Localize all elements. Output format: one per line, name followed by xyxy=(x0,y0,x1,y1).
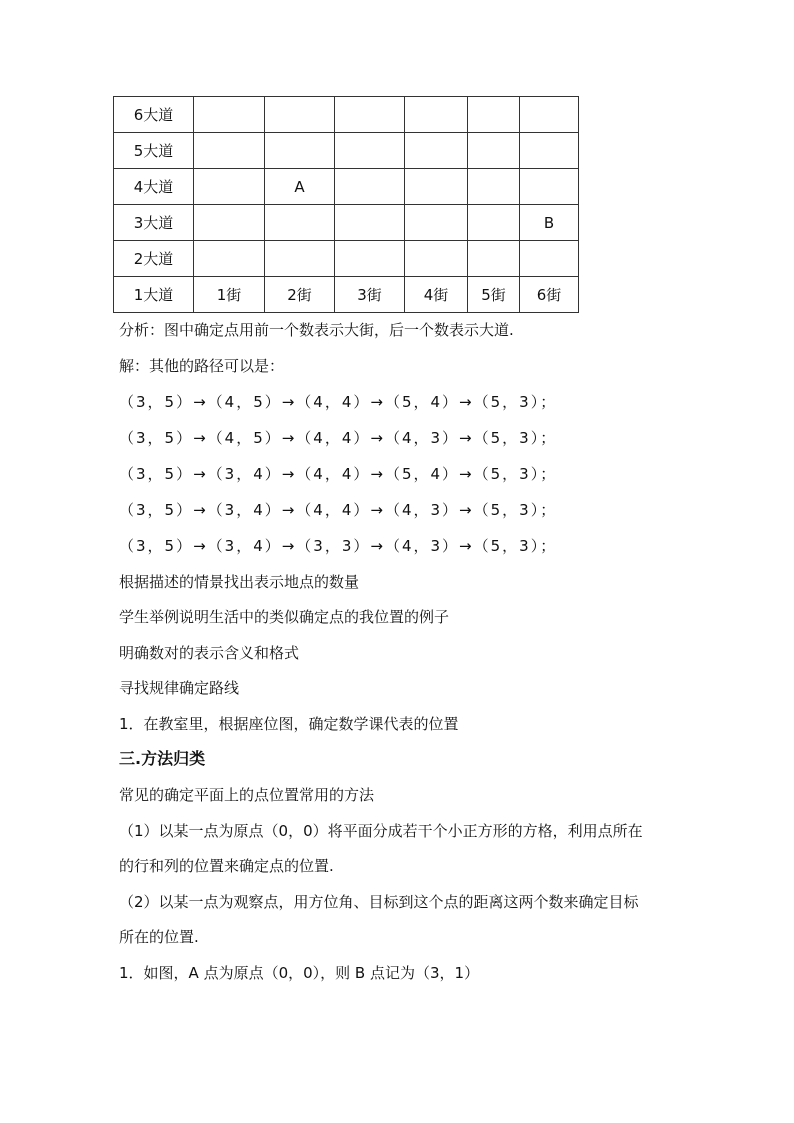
grid-cell xyxy=(468,97,520,133)
solution-text: 解：其他的路径可以是： xyxy=(119,357,285,375)
section-heading: 三.方法归类 xyxy=(119,749,206,768)
grid-cell xyxy=(520,97,579,133)
paragraph: 寻找规律确定路线 xyxy=(119,679,240,697)
avenue-label-cell: 4大道 xyxy=(114,169,194,205)
grid-cell xyxy=(265,133,335,169)
grid-cell: 3街 xyxy=(335,277,405,313)
grid-cell xyxy=(335,241,405,277)
grid-cell xyxy=(194,97,265,133)
grid-cell: 5街 xyxy=(468,277,520,313)
grid-cell xyxy=(194,169,265,205)
grid-cell xyxy=(468,169,520,205)
path-line: （3，5）→（3，4）→（4，4）→（4，3）→（5，3）； xyxy=(119,501,558,519)
grid-cell: 1街 xyxy=(194,277,265,313)
path-line: （3，5）→（3，4）→（4，4）→（5，4）→（5，3）； xyxy=(119,465,558,483)
grid-cell xyxy=(468,205,520,241)
grid-row xyxy=(114,241,579,277)
paragraph: 学生举例说明生活中的类似确定点的我位置的例子 xyxy=(119,608,450,626)
grid-row xyxy=(114,133,579,169)
grid-cell xyxy=(265,97,335,133)
exercise-item: 1．在教室里，根据座位图，确定数学课代表的位置 xyxy=(119,715,459,733)
grid-cell xyxy=(468,133,520,169)
paragraph: 明确数对的表示含义和格式 xyxy=(119,644,300,662)
path-line: （3，5）→（4，5）→（4，4）→（4，3）→（5，3）； xyxy=(119,429,558,447)
grid-cell xyxy=(265,205,335,241)
grid-cell xyxy=(405,205,468,241)
grid-cell: 2街 xyxy=(265,277,335,313)
grid-cell xyxy=(520,241,579,277)
grid-cell xyxy=(468,241,520,277)
grid-cell: A xyxy=(265,169,335,205)
avenue-label-cell: 3大道 xyxy=(114,205,194,241)
method-2-line-1: （2）以某一点为观察点，用方位角、目标到这个点的距离这两个数来确定目标 xyxy=(119,893,639,911)
grid-cell: 6街 xyxy=(520,277,579,313)
grid-cell xyxy=(335,133,405,169)
grid-cell xyxy=(405,169,468,205)
avenue-label-cell: 6大道 xyxy=(114,97,194,133)
example-item: 1．如图，A 点为原点（0，0），则 B 点记为（3，1） xyxy=(119,964,480,982)
method-1-line-2: 的行和列的位置来确定点的位置. xyxy=(119,857,334,875)
grid-cell xyxy=(194,241,265,277)
grid-row xyxy=(114,205,579,241)
grid-row xyxy=(114,169,579,205)
analysis-text: 分析：图中确定点用前一个数表示大街，后一个数表示大道. xyxy=(119,321,514,339)
grid-cell xyxy=(194,133,265,169)
method-1-line-1: （1）以某一点为原点（0，0）将平面分成若干个小正方形的方格，利用点所在 xyxy=(119,822,643,840)
street-avenue-grid xyxy=(113,96,579,313)
avenue-label-cell: 2大道 xyxy=(114,241,194,277)
grid-row xyxy=(114,97,579,133)
avenue-label-cell: 1大道 xyxy=(114,277,194,313)
grid-cell xyxy=(335,169,405,205)
paragraph: 常见的确定平面上的点位置常用的方法 xyxy=(119,786,375,804)
grid-cell xyxy=(335,205,405,241)
paragraph: 根据描述的情景找出表示地点的数量 xyxy=(119,573,360,591)
avenue-label-cell: 5大道 xyxy=(114,133,194,169)
grid-cell xyxy=(520,169,579,205)
grid-cell xyxy=(520,133,579,169)
grid-cell xyxy=(335,97,405,133)
grid-cell: B xyxy=(520,205,579,241)
grid-cell xyxy=(194,205,265,241)
grid-cell xyxy=(405,241,468,277)
path-line: （3，5）→（3，4）→（3，3）→（4，3）→（5，3）； xyxy=(119,537,558,555)
method-2-line-2: 所在的位置. xyxy=(119,928,199,946)
grid-cell xyxy=(405,133,468,169)
path-line: （3，5）→（4，5）→（4，4）→（5，4）→（5，3）； xyxy=(119,393,558,411)
grid-cell: 4街 xyxy=(405,277,468,313)
grid-cell xyxy=(265,241,335,277)
grid-cell xyxy=(405,97,468,133)
grid-row xyxy=(114,277,579,313)
